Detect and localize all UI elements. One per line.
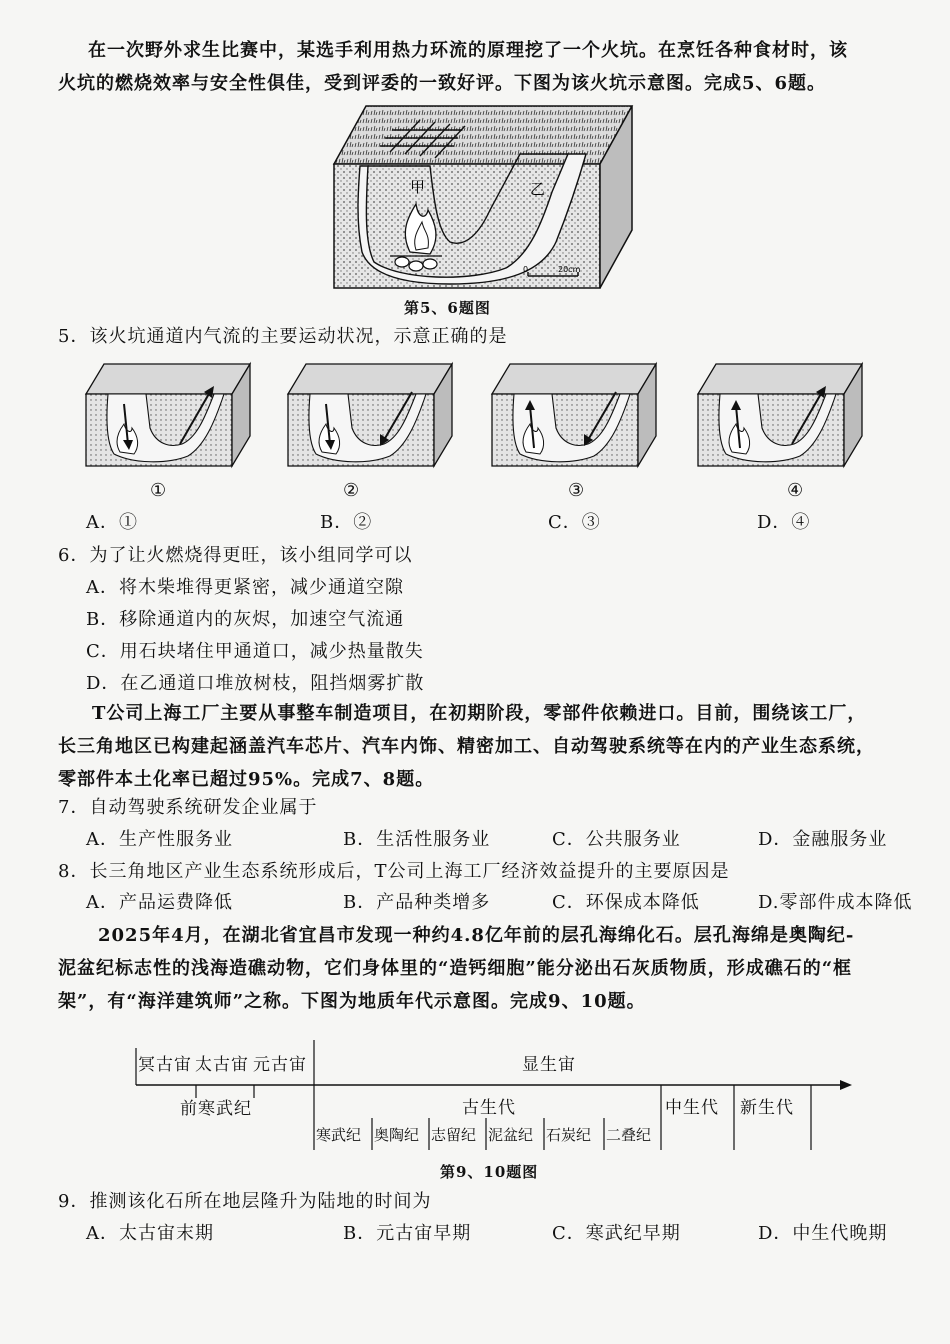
label-yi: 乙 [530,180,546,198]
scale-zero: 0 [523,265,529,274]
q5-option-b[interactable]: B．② [320,512,373,533]
era-mesozoic: 中生代 [665,1098,719,1118]
passage-1 [58,34,920,100]
precambrian-label: 前寒武纪 [180,1099,252,1119]
q7-option-c[interactable]: C．公共服务业 [552,829,681,850]
q9-option-c[interactable]: C．寒武纪早期 [552,1223,681,1244]
passage-2 [58,697,920,796]
panel-label-2: ② [343,480,360,501]
period-devonian: 泥盆纪 [488,1126,534,1144]
era-cenozoic: 新生代 [740,1098,794,1118]
scale-length: 20cm [558,265,581,274]
period-silurian: 志留纪 [431,1126,477,1144]
figure-1-caption: 第5、6题图 [404,299,491,317]
q6-option-c[interactable]: C．用石块堵住甲通道口，减少热量散失 [86,641,424,662]
passage-1-line-2: 火坑的燃烧效率与安全性俱佳，受到评委的一致好评。下图为该火坑示意图。完成5、6题。 [58,73,827,94]
q7-option-a[interactable]: A．生产性服务业 [86,829,233,850]
q8-option-c[interactable]: C．环保成本降低 [552,892,700,913]
passage-3-line-1: 2025年4月，在湖北省宜昌市发现一种约4.8亿年前的层孔海绵化石。层孔海绵是奥陶纪- [98,925,855,946]
passage-2-line-1: T公司上海工厂主要从事整车制造项目，在初期阶段，零部件依赖进口。目前，围绕该工厂， [92,703,867,724]
label-jia: 甲 [410,178,426,196]
q8-option-b[interactable]: B．产品种类增多 [343,892,491,913]
panel-label-3: ③ [568,480,585,501]
passage-3 [58,919,920,1018]
q9-option-a[interactable]: A．太古宙末期 [86,1223,214,1244]
q6-option-a[interactable]: A．将木柴堆得更紧密，减少通道空隙 [86,577,404,598]
eon-proterozoic: 元古宙 [253,1055,307,1075]
passage-3-line-3: 架”，有“海洋建筑师”之称。下图为地质年代示意图。完成9、10题。 [58,991,646,1012]
fire-pit-diagram [330,92,640,292]
q8-option-a[interactable]: A．产品运费降低 [86,892,233,913]
era-paleozoic: 古生代 [462,1098,516,1118]
q5-panel-3 [490,358,660,470]
q7-option-b[interactable]: B．生活性服务业 [343,829,491,850]
passage-3-line-2: 泥盆纪标志性的浅海造礁动物，它们身体里的“造钙细胞”能分泌出石灰质物质，形成礁石的“框 [58,958,853,979]
eon-archean: 太古宙 [195,1055,249,1075]
period-carboniferous: 石炭纪 [546,1126,592,1144]
eon-phanerozoic: 显生宙 [522,1055,576,1075]
q6-option-b[interactable]: B．移除通道内的灰烬，加速空气流通 [86,609,405,630]
q5-panel-4 [696,358,866,470]
q5-option-c[interactable]: C．③ [548,512,601,533]
q5-panel-1 [84,358,254,470]
q5-panel-2 [286,358,456,470]
eon-hadean: 冥古宙 [138,1055,192,1075]
question-8-stem: 8．长三角地区产业生态系统形成后，T公司上海工厂经济效益提升的主要原因是 [58,861,730,882]
question-9-stem: 9．推测该化石所在地层隆升为陆地的时间为 [58,1191,432,1212]
q6-option-d[interactable]: D．在乙通道口堆放树枝，阻挡烟雾扩散 [86,673,425,694]
question-6-stem: 6．为了让火燃烧得更旺，该小组同学可以 [58,545,413,566]
period-permian: 二叠纪 [606,1126,652,1144]
panel-label-4: ④ [787,480,804,501]
passage-2-line-2: 长三角地区已构建起涵盖汽车芯片、汽车内饰、精密加工、自动驾驶系统等在内的产业生态系统， [58,736,875,757]
panel-label-1: ① [150,480,167,501]
q9-option-b[interactable]: B．元古宙早期 [343,1223,472,1244]
period-ordovician: 奥陶纪 [374,1126,420,1144]
question-7-stem: 7．自动驾驶系统研发企业属于 [58,797,318,818]
q8-option-d[interactable]: D.零部件成本降低 [758,892,913,913]
passage-1-line-1: 在一次野外求生比赛中，某选手利用热力环流的原理挖了一个火坑。在烹饪各种食材时，该 [88,40,848,61]
period-cambrian: 寒武纪 [316,1126,362,1144]
q7-option-d[interactable]: D．金融服务业 [758,829,888,850]
figure-2-caption: 第9、10题图 [440,1163,539,1181]
question-5-stem: 5．该火坑通道内气流的主要运动状况，示意正确的是 [58,326,508,347]
q5-option-a[interactable]: A．① [86,512,138,533]
q9-option-d[interactable]: D．中生代晚期 [758,1223,888,1244]
passage-2-line-3: 零部件本土化率已超过95%。完成7、8题。 [58,769,435,790]
q5-option-d[interactable]: D．④ [757,512,811,533]
